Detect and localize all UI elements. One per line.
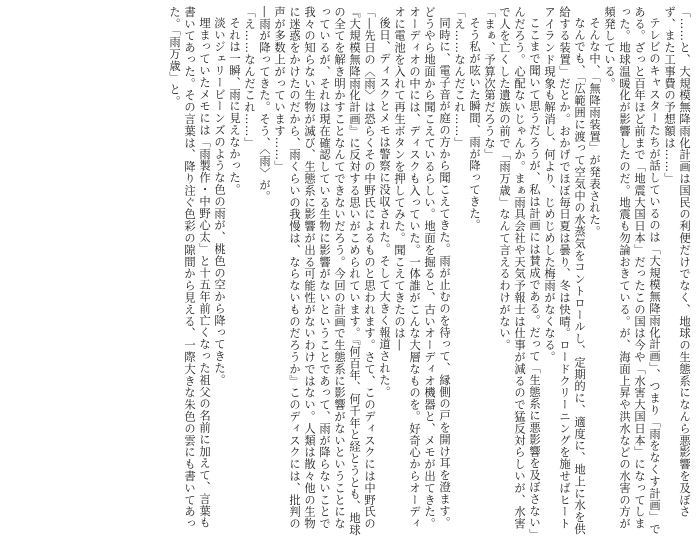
vertical-text-body	[6, 6, 692, 536]
paragraph-rain-falls: そう私が呟いた瞬間、雨が降ってきた。	[468, 17, 481, 232]
paragraph-tv-quote: 「……と、大規模無降雨化計画は国民の利便だけでなく、地球の生態系になんら悪影響を及ぼさず、また工事費の予想額は……」	[663, 6, 691, 518]
paragraph-audio-discovery: 同時に、電子音が庭の方から聞こえてきた。雨が止むのを待って、縁側の戸を開け耳を澄ます。どうやら地面から聞こえているらしい。地面を掘ると、古いオーディオ機器と、メモが出てきた。オーディオの中には、ディスクも入っていた。一体誰がこんな大層なものを。好奇心からオーディオに電池を入れて再生ボタンを押してみた。聞こえてきたのは―	[393, 6, 451, 530]
paragraph-memo-ending: 埋まっていたメモには「雨製作・中野心太」と十五年前亡くなった祖父の名前に加えて、言葉も書いてあった。その言葉は、降り注ぐ色彩の隙間から見える、一際大きな朱色の雲にも書いてあった。「雨万歳」と。	[168, 6, 211, 530]
paragraph-plan-explanation: テレビのキャスターたちが話しているのは「大規模無降雨化計画」、つまり「雨をなくす計画」である。ざっと百年ほど前まで「地震大国日本」だったこの国は今や「水害大国日本」になってしまった。地球温暖化が影響したのだ。地震も勿論おきている。が、海面上昇や洪水などの水害の方が頻発している。	[603, 6, 661, 536]
paragraph-surprise-quote-2: 「え……なんだこれ……」	[243, 6, 256, 149]
paragraph-device-announced: そんな中、「無降雨装置」が発表された。	[588, 17, 601, 238]
paragraph-device-description: なんでも、「広範囲に渡って空気中の水蒸気をコントロールし、定期的に、適度に、地上に水を供給する装置」だとか。おかげでほぼ毎日夏は曇り、冬は快晴。ロードクリーニングを施せばヒートアイランド現象も解消し、何より、じめじめした梅雨がなくなる。	[543, 6, 586, 536]
paragraph-narrator-opinion: ここまで聞いて思うだろうが、私は計画には賛成である。だって「生態系に悪影響を及ぼさない」んだろう。心配ないじゃんか。まぁ雨具会社や天気予報士は仕事が減るので猛反対らしいが、水害で人を亡くした遺族の前で「雨万歳」なんて言えるわけがない。	[498, 6, 541, 536]
paragraph-not-rain: それは一瞬、雨に見えなかった。	[228, 17, 241, 196]
paragraph-news-report: 「―先日の〈雨〉は恐らくその中野氏によるものと思われます。さて、このディスクには中野氏の『大規模無降雨化計画』に反対する思いがこめられています。『何百年、何千年と経とうとも、地球の全てを解き明かすことなんてできないだろう。今回の計画で生態系に影響がないということになっているが、それは現在確認している生物に影響がないということであって、雨が降らないことで我々の知らない生物が滅び、生態系に影響が出る可能性がないわけではない。人類は散々他の生物に迷惑をかけたのだから、雨くらいの我慢は、ならないものだろうか』このディスクには、批判の声が多数上がっています……」	[273, 6, 376, 536]
paragraph-colored-rain: 淡いジェリービーンズのような色の雨が、桃色の空から降ってきた。	[213, 17, 226, 387]
paragraph-budget-quote: 「まぁ、予算次第だろうな」	[483, 6, 496, 161]
paragraph-police-confiscation: 後日、ディスクとメモは警察に没収された。そして大きく報道された。	[378, 17, 391, 399]
paragraph-surprise-quote: 「え……なんだこれ……」	[453, 6, 466, 149]
paragraph-rain-again: ―雨が降ってきた。そう、〈雨〉が。	[258, 6, 271, 203]
